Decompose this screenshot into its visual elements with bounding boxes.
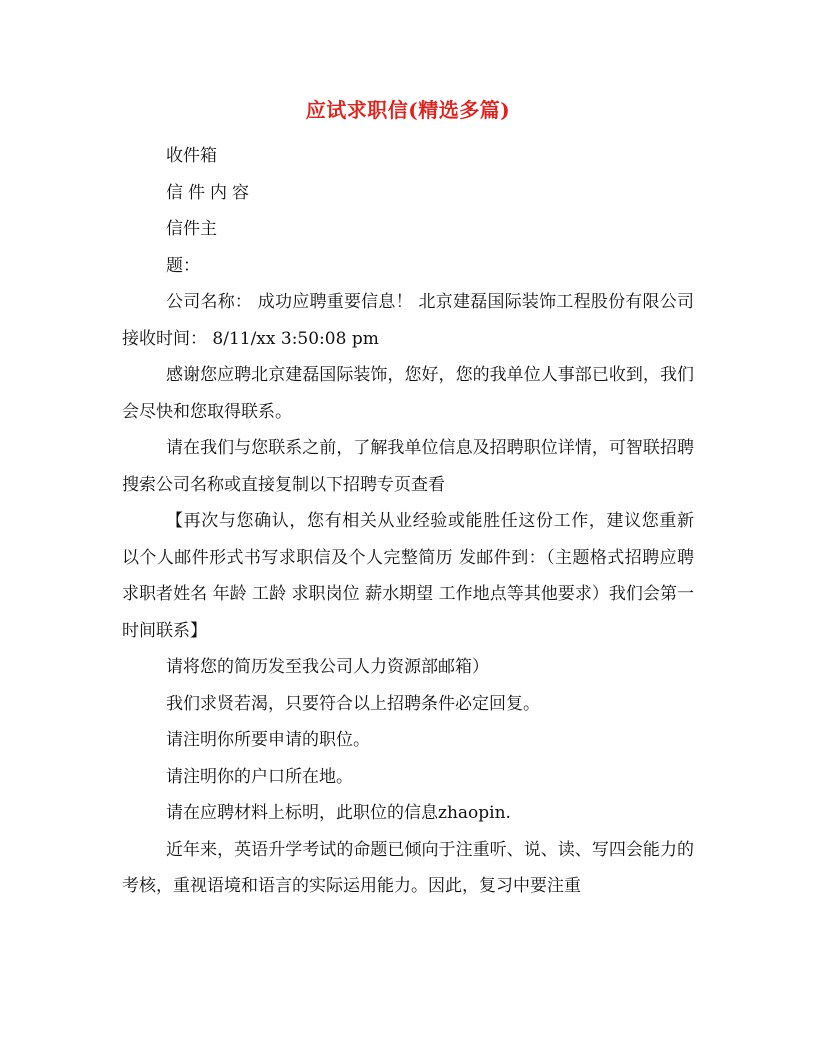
paragraph-letter-subject: 信件主: [166, 219, 217, 239]
document-title: 应试求职信(精选多篇): [305, 98, 511, 122]
paragraph-subject-label: 题：: [166, 255, 200, 276]
paragraph-company-info: 公司名称： 成功应聘重要信息！ 北京建磊国际装饰工程股份有限公司 接收时间： 8/11/xx 3:50:08 pm: [122, 292, 694, 349]
paragraph-confirmation: 【再次与您确认，您有相关从业经验或能胜任这份工作，建议您重新 以个人邮件形式书写求职信及个人完整简历 发邮件到：（主题格式招聘应聘 求职者姓名 年龄 工龄 求职岗位 薪水期望 工作地点等其他要求）我们会第一时间联系】: [122, 511, 694, 641]
paragraph-inbox: 收件箱: [166, 146, 217, 166]
paragraph-letter-content: 信件内容: [166, 182, 254, 203]
paragraph-english-exam: 近年来，英语升学考试的命题已倾向于注重听、说、读、写四会能力的考核，重视语境和语言的实际运用能力。因此，复习中要注重: [122, 839, 694, 896]
paragraph-send-resume: 请将您的简历发至我公司人力资源部邮箱）: [166, 657, 489, 677]
paragraph-before-contact: 请在我们与您联系之前，了解我单位信息及招聘职位详情，可智联招聘搜索公司名称或直接复制以下招聘专页查看: [122, 438, 694, 495]
paragraph-source-note: 请在应聘材料上标明，此职位的信息zhaopin.: [166, 803, 511, 823]
paragraph-specify-position: 请注明你所要申请的职位。: [166, 730, 370, 750]
paragraph-reply-promise: 我们求贤若渴，只要符合以上招聘条件必定回复。: [166, 693, 540, 714]
document-body: [122, 138, 694, 905]
paragraph-specify-hukou: 请注明你的户口所在地。: [166, 766, 353, 787]
paragraph-thanks: 感谢您应聘北京建磊国际装饰，您好，您的我单位人事部已收到，我们会尽快和您取得联系。: [122, 365, 694, 422]
